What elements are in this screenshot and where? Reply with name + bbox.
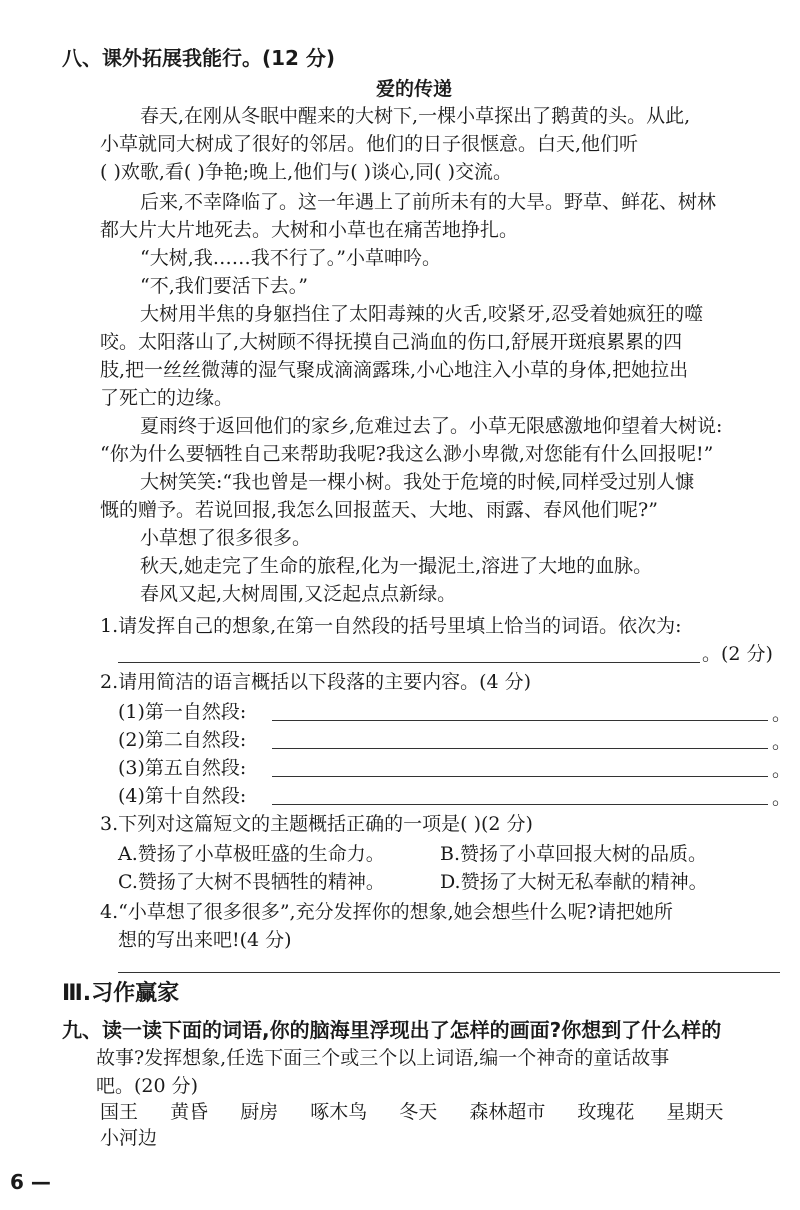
- answer-line-q2-3[interactable]: [272, 776, 768, 777]
- question-1-score: 。(2 分): [702, 643, 773, 665]
- answer-line-q4[interactable]: [118, 972, 780, 973]
- word-item: 厨房: [240, 1101, 279, 1123]
- word-item: 啄木鸟: [310, 1101, 368, 1123]
- word-item: 国王: [100, 1101, 139, 1123]
- option-b[interactable]: B.赞扬了小草回报大树的品质。: [440, 843, 708, 865]
- question-2-item: (4)第十自然段:: [118, 785, 247, 807]
- option-d[interactable]: D.赞扬了大树无私奉献的精神。: [440, 871, 708, 893]
- word-item: 黄昏: [170, 1101, 209, 1123]
- word-list: [100, 1098, 749, 1126]
- line-end-period: 。: [772, 759, 792, 781]
- question-2-item: (2)第二自然段:: [118, 729, 247, 751]
- passage-line: 秋天,她走完了生命的旅程,化为一撮泥土,溶进了大地的血脉。: [140, 555, 653, 577]
- passage-line: “不,我们要活下去。”: [140, 275, 308, 297]
- section-8-heading: 八、课外拓展我能行。(12 分): [62, 46, 336, 70]
- section-9-line-3: 吧。(20 分): [96, 1075, 199, 1097]
- line-end-period: 。: [772, 703, 792, 725]
- word-item: 森林超市: [469, 1101, 546, 1123]
- passage-line: 春天,在刚从冬眠中醒来的大树下,一棵小草探出了鹅黄的头。从此,: [140, 105, 691, 127]
- line-end-period: 。: [772, 787, 792, 809]
- question-2: 2.请用简洁的语言概括以下段落的主要内容。(4 分): [100, 671, 532, 693]
- answer-line-q2-4[interactable]: [272, 804, 768, 805]
- passage-line: 大树笑笑:“我也曾是一棵小树。我处于危境的时候,同样受过别人慷: [140, 471, 695, 493]
- word-item: 玫瑰花: [577, 1101, 635, 1123]
- question-2-item: (3)第五自然段:: [118, 757, 247, 779]
- passage-line: 了死亡的边缘。: [100, 387, 234, 409]
- passage-line: 夏雨终于返回他们的家乡,危难过去了。小草无限感激地仰望着大树说:: [140, 415, 723, 437]
- option-c[interactable]: C.赞扬了大树不畏牺牲的精神。: [118, 871, 385, 893]
- word-item: 冬天: [399, 1101, 438, 1123]
- question-4-line-2: 想的写出来吧!(4 分): [118, 929, 292, 951]
- passage-title: 爱的传递: [376, 78, 453, 100]
- passage-line: 小草就同大树成了很好的邻居。他们的日子很惬意。白天,他们听: [100, 133, 639, 155]
- question-3: 3.下列对这篇短文的主题概括正确的一项是( )(2 分): [100, 813, 533, 835]
- passage-line: “大树,我……我不行了。”小草呻吟。: [140, 247, 441, 269]
- section-9-line-1: 九、读一读下面的词语,你的脑海里浮现出了怎样的画面?你想到了什么样的: [62, 1018, 722, 1042]
- word-item: 星期天: [666, 1101, 724, 1123]
- line-end-period: 。: [772, 731, 792, 753]
- option-a[interactable]: A.赞扬了小草极旺盛的生命力。: [118, 843, 385, 865]
- word-item: 小河边: [100, 1127, 158, 1149]
- passage-line: 慨的赠予。若说回报,我怎么回报蓝天、大地、雨露、春风他们呢?”: [100, 499, 658, 521]
- passage-line-blanks: ( )欢歌,看( )争艳;晚上,他们与( )谈心,同( )交流。: [100, 161, 512, 183]
- passage-line: “你为什么要牺牲自己来帮助我呢?我这么渺小卑微,对您能有什么回报呢!”: [100, 443, 714, 465]
- passage-line: 咬。太阳落山了,大树顾不得抚摸自己淌血的伤口,舒展开斑痕累累的四: [100, 331, 683, 353]
- passage-line: 肢,把一丝丝微薄的湿气聚成滴滴露珠,小心地注入小草的身体,把她拉出: [100, 359, 689, 381]
- answer-line-q2-2[interactable]: [272, 748, 768, 749]
- passage-line: 小草想了很多很多。: [140, 527, 312, 549]
- answer-line-q2-1[interactable]: [272, 720, 768, 721]
- section-3-heading: Ⅲ.习作赢家: [62, 981, 180, 1006]
- passage-line: 大树用半焦的身躯挡住了太阳毒辣的火舌,咬紧牙,忍受着她疯狂的噬: [140, 303, 704, 325]
- question-1: 1.请发挥自己的想象,在第一自然段的括号里填上恰当的词语。依次为:: [100, 615, 682, 637]
- section-9-line-2: 故事?发挥想象,任选下面三个或三个以上词语,编一个神奇的童话故事: [96, 1047, 670, 1069]
- question-4-line-1: 4.“小草想了很多很多”,充分发挥你的想象,她会想些什么呢?请把她所: [100, 901, 673, 923]
- passage-line: 后来,不幸降临了。这一年遇上了前所未有的大旱。野草、鲜花、树林: [140, 191, 717, 213]
- answer-line-q1[interactable]: [118, 662, 700, 663]
- question-2-item: (1)第一自然段:: [118, 701, 247, 723]
- page-number: 6 —: [10, 1170, 51, 1194]
- passage-line: 都大片大片地死去。大树和小草也在痛苦地挣扎。: [100, 219, 519, 241]
- passage-line: 春风又起,大树周围,又泛起点点新绿。: [140, 583, 457, 605]
